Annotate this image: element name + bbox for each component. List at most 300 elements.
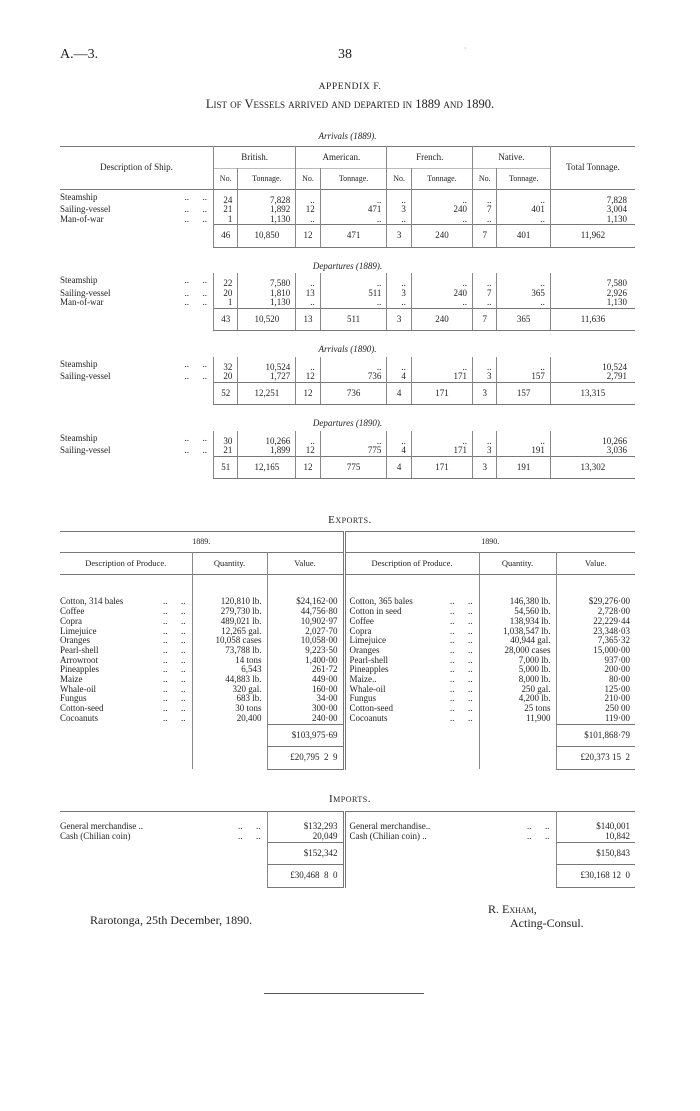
- table-cell: 10,524: [238, 357, 296, 373]
- total-cell: 191: [497, 456, 550, 479]
- leader-dots: .. ..: [184, 287, 207, 298]
- table-cell: ..: [473, 431, 497, 447]
- total-sterling-1890: £20,373 15 2: [556, 747, 635, 770]
- value-cell: 80·00: [556, 675, 635, 685]
- table-row: [60, 575, 635, 607]
- value-cell: $140,001: [556, 822, 635, 832]
- table-cell: ..: [296, 215, 320, 225]
- table-cell: 21: [213, 205, 237, 215]
- value-cell: $132,293: [267, 822, 344, 832]
- value-cell: 449·00: [267, 675, 344, 685]
- ship-description: [60, 431, 213, 447]
- row-label: Cotton, 365 bales: [349, 596, 413, 607]
- table-cell: ..: [411, 215, 472, 225]
- table-cell: ..: [387, 298, 411, 308]
- table-cell: ..: [411, 357, 472, 373]
- row-label: Sailing-vessel: [60, 204, 111, 214]
- table-cell: 3: [387, 205, 411, 215]
- table-cell: 12: [296, 446, 320, 456]
- row-label: Pineapples: [60, 664, 99, 675]
- blank-cell: [479, 724, 556, 747]
- quantity-cell: 30 tons: [192, 704, 267, 714]
- total-cell: 736: [320, 382, 387, 405]
- speck-mark: ·: [464, 44, 467, 53]
- exports-col-quantity: Quantity.: [479, 552, 556, 575]
- leader-dots: .. ..: [450, 644, 473, 655]
- value-cell: 10,058·00: [267, 636, 344, 646]
- table-cell: 1,727: [238, 372, 296, 382]
- table-cell: 7,580: [238, 273, 296, 289]
- leader-dots: .. ..: [450, 703, 473, 714]
- total-dollars-1889: $103,975·69: [267, 724, 344, 747]
- leader-dots: .. ..: [163, 683, 186, 694]
- table-cell: 171: [411, 372, 472, 382]
- table-cell: ..: [387, 215, 411, 225]
- row-label: Pineapples: [349, 664, 389, 675]
- sub-header-tonnage: Tonnage.: [320, 169, 387, 190]
- spacer: [60, 308, 213, 331]
- table-cell: ..: [296, 298, 320, 308]
- total-cell: 12: [296, 382, 320, 405]
- table-row: [60, 372, 635, 382]
- table-row: [60, 357, 635, 373]
- blank-cell: [344, 724, 479, 747]
- leader-dots: .. ..: [163, 654, 186, 665]
- exports-year-1889: 1889.: [192, 537, 211, 546]
- exports-col-value: Value.: [556, 552, 635, 575]
- total-cell: 13,315: [550, 382, 635, 405]
- table-cell: ..: [497, 189, 550, 205]
- leader-dots: .. ..: [450, 664, 473, 675]
- total-cell: 12,165: [238, 456, 296, 479]
- leader-dots: .. ..: [184, 213, 207, 224]
- leader-dots: .. ..: [163, 644, 186, 655]
- value-cell: 210·00: [556, 694, 635, 704]
- quantity-cell: 1,038,547 lb.: [479, 627, 556, 637]
- row-label: Cotton-seed: [349, 703, 393, 714]
- table-cell: 511: [320, 289, 387, 299]
- table-cell: ..: [411, 431, 472, 447]
- table-cell: ..: [497, 215, 550, 225]
- blank-cell: [192, 724, 267, 747]
- ship-description: [60, 357, 213, 373]
- total-cell: 46: [213, 225, 237, 248]
- row-label: Fungus: [349, 693, 377, 704]
- total-cell: 401: [497, 225, 550, 248]
- row-label: Whale-oil: [349, 683, 386, 694]
- total-cell: 10,520: [238, 308, 296, 331]
- value-cell: 22,229·44: [556, 617, 635, 627]
- signature-name: R. Exham,: [488, 902, 537, 916]
- value-cell: 125·00: [556, 685, 635, 695]
- appendix-label: APPENDIX F.: [318, 82, 382, 92]
- table-row: [60, 714, 635, 724]
- total-row: [60, 747, 635, 770]
- quantity-cell: 5,000 lb.: [479, 665, 556, 675]
- imports-total-dollars-1889: $152,342: [267, 842, 344, 865]
- total-row: [60, 865, 635, 888]
- table-cell: ..: [387, 189, 411, 205]
- quantity-cell: 54,560 lb.: [479, 607, 556, 617]
- blank-cell: [60, 747, 192, 770]
- row-label: Man-of-war: [60, 297, 104, 308]
- table-cell: ..: [473, 189, 497, 205]
- total-row: [60, 842, 635, 865]
- blank-cell: [192, 747, 267, 770]
- table-cell: ..: [320, 215, 387, 225]
- table-cell: 12: [296, 205, 320, 215]
- total-cell: 3: [387, 308, 411, 331]
- leader-dots: .. ..: [238, 821, 261, 831]
- row-label: Limejuice: [349, 635, 386, 646]
- quantity-cell: 6,543: [192, 665, 267, 675]
- table-cell: 10,266: [550, 431, 635, 447]
- row-label: Cotton, 314 bales: [60, 596, 124, 607]
- produce-description: [60, 575, 192, 607]
- quantity-cell: 12,265 gal.: [192, 627, 267, 637]
- total-row: [60, 724, 635, 747]
- value-cell: 1,400·00: [267, 656, 344, 666]
- blank-cell: [60, 865, 267, 888]
- table-cell: ..: [411, 189, 472, 205]
- total-cell: 4: [387, 382, 411, 405]
- value-cell: $29,276·00: [556, 575, 635, 607]
- total-row: [60, 308, 635, 331]
- table-cell: 7,828: [550, 189, 635, 205]
- imports-total-sterling-1889: £30,468 8 0: [267, 865, 344, 888]
- table-cell: 240: [411, 289, 472, 299]
- leader-dots: .. ..: [184, 275, 207, 285]
- table-cell: 240: [411, 205, 472, 215]
- spacer: [60, 225, 213, 248]
- table-cell: 365: [497, 289, 550, 299]
- table-cell: 7: [473, 289, 497, 299]
- value-cell: 2,027·70: [267, 627, 344, 637]
- table-cell: 2,791: [550, 372, 635, 382]
- signature-title: Acting-Consul.: [510, 916, 584, 930]
- exports-col-description: Description of Produce.: [85, 557, 167, 568]
- table-cell: 4: [387, 372, 411, 382]
- table-cell: 171: [411, 446, 472, 456]
- row-label: Steamship: [60, 432, 98, 443]
- table-row: [60, 832, 635, 842]
- leader-dots: .. ..: [184, 358, 207, 369]
- table-row: [60, 298, 635, 308]
- total-cell: 4: [387, 456, 411, 479]
- section-title-arrivals-1889: Arrivals (1889).: [318, 131, 377, 141]
- leader-dots: .. ..: [450, 713, 473, 724]
- total-cell: 13,302: [550, 456, 635, 479]
- row-label: Maize: [60, 674, 83, 685]
- row-label: Maize..: [349, 674, 377, 685]
- total-row: [60, 456, 635, 479]
- total-cell: 240: [411, 225, 472, 248]
- vessels-table: [60, 132, 635, 479]
- row-label: Cash (Chilian coin): [60, 831, 131, 842]
- table-cell: 30: [213, 431, 237, 447]
- page-title: List of Vessels arrived and departed in 1889 and 1890.: [205, 97, 495, 111]
- table-cell: 10,266: [238, 431, 296, 447]
- table-cell: 775: [320, 446, 387, 456]
- row-label: Cocoanuts: [349, 713, 388, 724]
- table-cell: 24: [213, 189, 237, 205]
- exports-col-quantity: Quantity.: [192, 552, 267, 575]
- row-label: Pearl-shell: [60, 644, 99, 655]
- value-cell: 261·72: [267, 665, 344, 675]
- row-label: Sailing-vessel: [60, 371, 111, 382]
- imports-total-dollars-1890: $150,843: [556, 842, 635, 865]
- table-row: [60, 446, 635, 456]
- col-header-description: Description of Ship.: [60, 146, 213, 189]
- total-cell: 7: [473, 225, 497, 248]
- blank-cell: [344, 865, 556, 888]
- section-title: Departures (1889).: [312, 260, 383, 271]
- table-cell: 3: [387, 289, 411, 299]
- quantity-cell: 250 gal.: [479, 685, 556, 695]
- row-label: Coffee: [60, 606, 85, 617]
- table-cell: 1,130: [550, 215, 635, 225]
- leader-dots: .. ..: [450, 654, 473, 665]
- value-cell: 160·00: [267, 685, 344, 695]
- leader-dots: .. ..: [184, 445, 207, 456]
- value-cell: 10,902·97: [267, 617, 344, 627]
- table-cell: ..: [497, 431, 550, 447]
- row-label: Whale-oil: [60, 683, 96, 694]
- blank-cell: [60, 842, 267, 865]
- total-cell: 11,636: [550, 308, 635, 331]
- total-cell: 511: [320, 308, 387, 331]
- quantity-cell: 25 tons: [479, 704, 556, 714]
- leader-dots: .. ..: [163, 625, 186, 636]
- quantity-cell: 120,810 lb.: [192, 575, 267, 607]
- table-cell: 2,926: [550, 289, 635, 299]
- leader-dots: .. ..: [527, 821, 550, 831]
- table-cell: 7: [473, 205, 497, 215]
- table-row: [60, 215, 635, 225]
- leader-dots: .. ..: [184, 191, 207, 202]
- table-cell: 7,828: [238, 189, 296, 205]
- leader-dots: .. ..: [450, 596, 473, 607]
- row-label: Cotton-seed: [60, 703, 104, 714]
- table-cell: ..: [497, 298, 550, 308]
- value-cell: 119·00: [556, 714, 635, 724]
- page-number: 38: [338, 47, 352, 62]
- spacer: [60, 382, 213, 405]
- total-cell: 11,962: [550, 225, 635, 248]
- total-row: [60, 225, 635, 248]
- ship-description: [60, 215, 213, 225]
- closing-rule: [264, 993, 424, 994]
- row-label: General merchandise..: [349, 821, 431, 831]
- row-label: Sailing-vessel: [60, 445, 111, 456]
- ship-description: [60, 273, 213, 289]
- leader-dots: .. ..: [163, 703, 186, 714]
- leader-dots: .. ..: [163, 674, 186, 685]
- value-cell: 15,000·00: [556, 646, 635, 656]
- table-cell: 12: [296, 372, 320, 382]
- quantity-cell: 320 gal.: [192, 685, 267, 695]
- quantity-cell: 73,788 lb.: [192, 646, 267, 656]
- table-cell: 1,899: [238, 446, 296, 456]
- table-row: [60, 273, 635, 289]
- table-cell: 736: [320, 372, 387, 382]
- leader-dots: .. ..: [450, 635, 473, 646]
- sub-header-tonnage: Tonnage.: [238, 169, 296, 190]
- sub-header-no: No.: [387, 169, 411, 190]
- table-cell: ..: [411, 298, 472, 308]
- table-cell: 3,036: [550, 446, 635, 456]
- row-label: Steamship: [60, 275, 98, 285]
- table-cell: 32: [213, 357, 237, 373]
- blank-cell: [344, 747, 479, 770]
- value-cell: 300·00: [267, 704, 344, 714]
- place-date: Rarotonga, 25th December, 1890.: [90, 913, 253, 927]
- row-label: Coffee: [349, 615, 374, 626]
- table-cell: 3: [473, 372, 497, 382]
- sub-header-no: No.: [296, 169, 320, 190]
- exports-table: [60, 531, 635, 770]
- quantity-cell: 489,021 lb.: [192, 617, 267, 627]
- blank-cell: [60, 724, 192, 747]
- table-cell: ..: [296, 189, 320, 205]
- produce-description: [344, 714, 479, 724]
- leader-dots: .. ..: [163, 596, 186, 607]
- row-label: Steamship: [60, 358, 98, 369]
- table-cell: 1: [213, 298, 237, 308]
- quantity-cell: 4,200 lb.: [479, 694, 556, 704]
- total-cell: 13: [296, 308, 320, 331]
- import-description: [60, 832, 267, 842]
- col-header-american: American.: [296, 146, 387, 169]
- table-cell: 13: [296, 289, 320, 299]
- leader-dots: .. ..: [238, 831, 261, 842]
- total-cell: 171: [411, 382, 472, 405]
- imports-total-sterling-1890: £30,168 12 0: [556, 865, 635, 888]
- table-cell: 157: [497, 372, 550, 382]
- leader-dots: .. ..: [450, 606, 473, 617]
- value-cell: 200·00: [556, 665, 635, 675]
- table-cell: ..: [473, 273, 497, 289]
- sub-header-tonnage: Tonnage.: [411, 169, 472, 190]
- table-cell: ..: [320, 189, 387, 205]
- leader-dots: .. ..: [450, 625, 473, 636]
- table-cell: ..: [296, 273, 320, 289]
- value-cell: 9,223·50: [267, 646, 344, 656]
- value-cell: 250 00: [556, 704, 635, 714]
- value-cell: 20,049: [267, 832, 344, 842]
- table-cell: ..: [296, 357, 320, 373]
- row-label: Fungus: [60, 693, 87, 704]
- table-cell: ..: [296, 431, 320, 447]
- table-cell: ..: [320, 298, 387, 308]
- table-cell: 401: [497, 205, 550, 215]
- ship-description: [60, 446, 213, 456]
- total-sterling-1889: £20,795 2 9: [267, 747, 344, 770]
- table-cell: ..: [387, 273, 411, 289]
- quantity-cell: 40,944 gal.: [479, 636, 556, 646]
- quantity-cell: 28,000 cases: [479, 646, 556, 656]
- table-cell: 1,130: [238, 298, 296, 308]
- value-cell: 34·00: [267, 694, 344, 704]
- row-label: Cocoanuts: [60, 713, 98, 724]
- table-cell: 1,892: [238, 205, 296, 215]
- table-cell: 4: [387, 446, 411, 456]
- quantity-cell: 20,400: [192, 714, 267, 724]
- total-cell: 157: [497, 382, 550, 405]
- table-cell: ..: [387, 357, 411, 373]
- quantity-cell: 44,883 lb.: [192, 675, 267, 685]
- value-cell: 44,756·80: [267, 607, 344, 617]
- table-cell: ..: [473, 298, 497, 308]
- leader-dots: .. ..: [184, 432, 207, 443]
- value-cell: 10,842: [556, 832, 635, 842]
- sub-header-no: No.: [213, 169, 237, 190]
- leader-dots: .. ..: [450, 693, 473, 704]
- ship-description: [60, 298, 213, 308]
- section-title: Arrivals (1890).: [318, 344, 377, 354]
- total-cell: 12: [296, 456, 320, 479]
- total-cell: 240: [411, 308, 472, 331]
- table-cell: 21: [213, 446, 237, 456]
- exports-col-value: Value.: [267, 552, 344, 575]
- row-label: Cotton in seed: [349, 606, 402, 617]
- total-cell: 3: [473, 456, 497, 479]
- total-cell: 471: [320, 225, 387, 248]
- table-cell: 1,810: [238, 289, 296, 299]
- quantity-cell: 146,380 lb.: [479, 575, 556, 607]
- ship-description: [60, 189, 213, 205]
- total-row: [60, 382, 635, 405]
- leader-dots: .. ..: [450, 615, 473, 626]
- leader-dots: .. ..: [163, 606, 186, 617]
- running-header-left: A.—3.: [60, 47, 99, 62]
- total-cell: 52: [213, 382, 237, 405]
- exports-year-1890: 1890.: [344, 532, 635, 553]
- quantity-cell: 683 lb.: [192, 694, 267, 704]
- quantity-cell: 279,730 lb.: [192, 607, 267, 617]
- table-row: [60, 289, 635, 299]
- exports-col-description: Description of Produce.: [344, 552, 479, 575]
- produce-description: [60, 714, 192, 724]
- col-header-british: British.: [213, 146, 295, 169]
- table-cell: 471: [320, 205, 387, 215]
- total-cell: 43: [213, 308, 237, 331]
- sub-header-no: No.: [473, 169, 497, 190]
- table-cell: 22: [213, 273, 237, 289]
- total-dollars-1890: $101,868·79: [556, 724, 635, 747]
- quantity-cell: 8,000 lb.: [479, 675, 556, 685]
- quantity-cell: 10,058 cases: [192, 636, 267, 646]
- row-label: Steamship: [60, 191, 98, 202]
- leader-dots: .. ..: [163, 635, 186, 646]
- table-cell: ..: [320, 357, 387, 373]
- ship-description: [60, 372, 213, 382]
- row-label: Man-of-war: [60, 213, 104, 224]
- row-label: Cash (Chilian coin) ..: [349, 831, 427, 842]
- leader-dots: .. ..: [450, 674, 473, 685]
- col-header-total: Total Tonnage.: [550, 146, 635, 189]
- total-cell: 51: [213, 456, 237, 479]
- blank-cell: [344, 842, 556, 865]
- row-label: General merchandise ..: [60, 821, 143, 831]
- total-cell: 775: [320, 456, 387, 479]
- sub-header-tonnage: Tonnage.: [497, 169, 550, 190]
- table-cell: 10,524: [550, 357, 635, 373]
- table-cell: 7,580: [550, 273, 635, 289]
- quantity-cell: 7,000 lb.: [479, 656, 556, 666]
- total-cell: 365: [497, 308, 550, 331]
- leader-dots: .. ..: [184, 297, 207, 308]
